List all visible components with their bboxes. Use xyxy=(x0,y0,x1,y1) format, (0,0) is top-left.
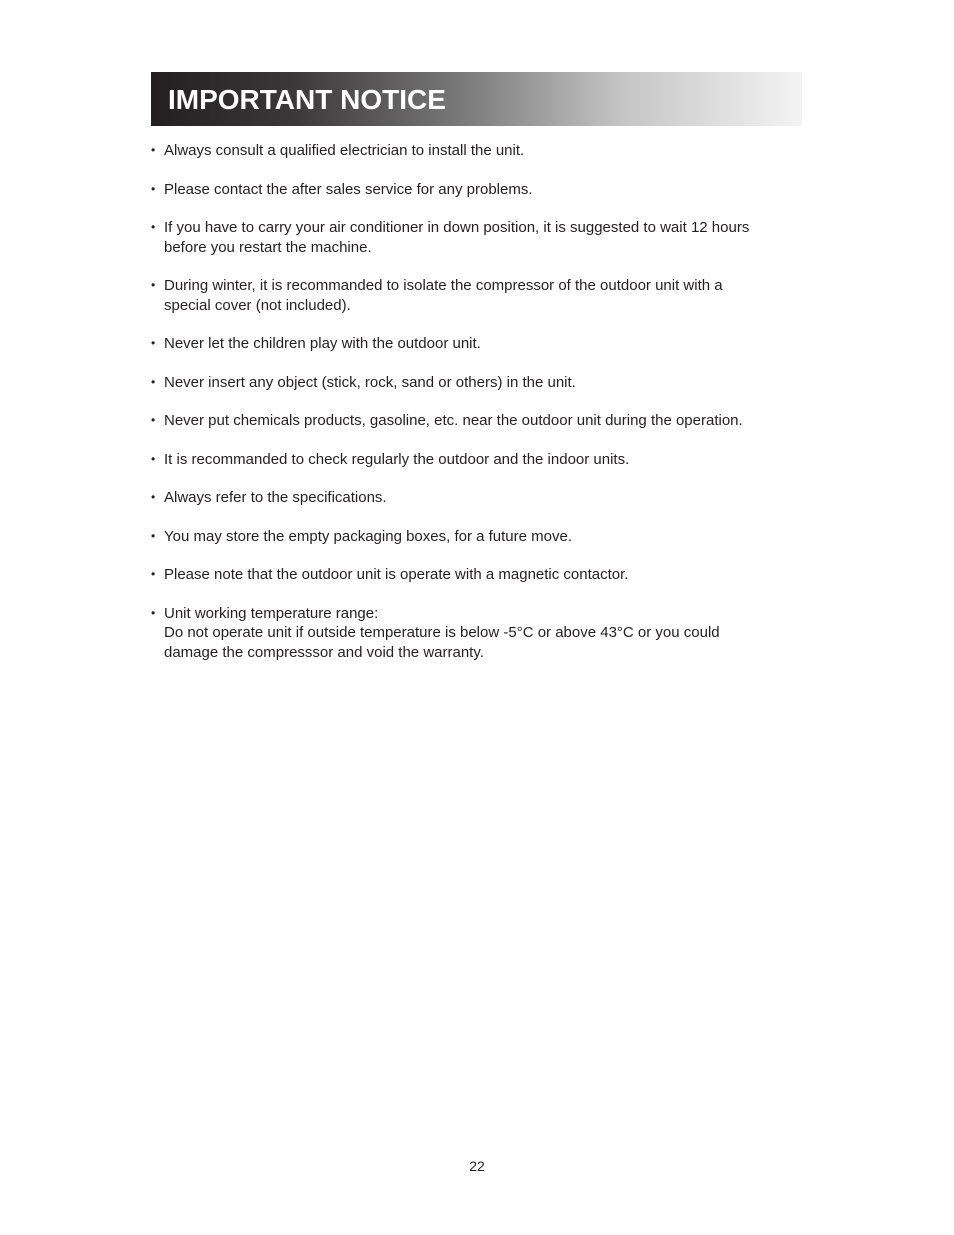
list-item xyxy=(151,141,811,161)
notice-text: During winter, it is recommanded to isolate the compressor of the outdoor unit with a special cover (not included). xyxy=(164,277,723,314)
list-item xyxy=(151,411,811,431)
notice-text: Never insert any object (stick, rock, sand or others) in the unit. xyxy=(164,373,576,391)
list-item xyxy=(151,334,811,354)
notice-text: Never let the children play with the outdoor unit. xyxy=(164,335,481,352)
list-item xyxy=(151,218,811,257)
header-banner xyxy=(151,72,802,126)
bullet-icon: • xyxy=(151,181,156,196)
bullet-icon: • xyxy=(151,374,156,389)
list-item xyxy=(151,276,811,315)
list-item xyxy=(151,180,811,200)
notice-text: It is recommanded to check regularly the outdoor and the indoor units. xyxy=(164,450,630,468)
notice-text: Never put chemicals products, gasoline, etc. near the outdoor unit during the operation. xyxy=(164,412,743,429)
notice-text: Always consult a qualified electrician to install the unit. xyxy=(164,142,525,159)
bullet-icon: • xyxy=(151,143,156,157)
page-title: IMPORTANT NOTICE xyxy=(168,84,446,115)
page-number: 22 xyxy=(469,1158,485,1174)
notice-text: Always refer to the specifications. xyxy=(164,489,387,506)
notice-text: You may store the empty packaging boxes, for a future move. xyxy=(164,527,573,545)
list-item xyxy=(151,488,811,508)
notice-text: If you have to carry your air conditioner in down position, it is suggested to wait 12 hours before you restart the machine. xyxy=(164,219,750,256)
bullet-icon: • xyxy=(151,413,156,427)
bullet-icon: • xyxy=(151,528,156,543)
list-item xyxy=(151,373,811,393)
bullet-icon: • xyxy=(151,567,156,581)
notice-list xyxy=(151,141,811,681)
bullet-icon: • xyxy=(151,278,156,292)
bullet-icon: • xyxy=(151,336,156,350)
list-item xyxy=(151,527,811,547)
bullet-icon: • xyxy=(151,220,156,234)
bullet-icon: • xyxy=(151,605,156,620)
list-item xyxy=(151,565,811,585)
list-item xyxy=(151,604,811,663)
bullet-icon: • xyxy=(151,490,156,504)
notice-text: Unit working temperature range: Do not operate unit if outside temperature is below -5°C or above 43°C or you could damage the compresssor and void the warranty. xyxy=(164,604,720,661)
notice-text: Please note that the outdoor unit is operate with a magnetic contactor. xyxy=(164,566,629,583)
notice-text: Please contact the after sales service for any problems. xyxy=(164,180,533,198)
list-item xyxy=(151,450,811,470)
bullet-icon: • xyxy=(151,451,156,466)
